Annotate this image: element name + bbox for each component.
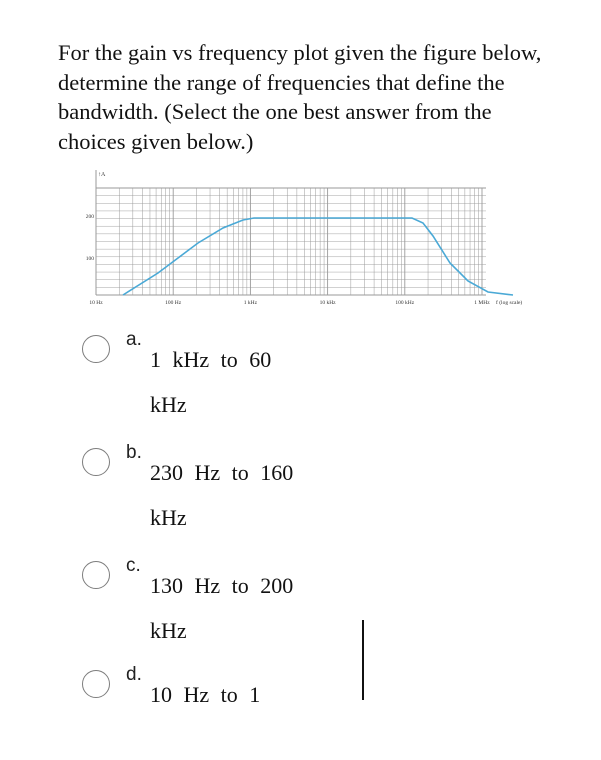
option-d-text [150, 672, 410, 717]
option-a-radio[interactable] [82, 335, 110, 363]
y-tick-label: 100 [85, 256, 94, 262]
option-b-text [150, 450, 410, 540]
option-d-line1: 10 Hz to 1 [150, 682, 261, 707]
gain-curve [123, 218, 513, 295]
option-a-line2: kHz [150, 392, 187, 417]
option-d[interactable] [82, 664, 482, 760]
x-axis-note: f (log scale) [496, 300, 523, 306]
option-a-line1: 1 kHz to 60 [150, 347, 272, 372]
text-cursor [362, 620, 364, 700]
x-tick-label: 10 Hz [89, 300, 103, 306]
option-a-letter: a. [126, 329, 142, 350]
option-c-radio[interactable] [82, 561, 110, 589]
x-tick-label: 100 Hz [165, 300, 182, 306]
option-a-text [150, 337, 410, 427]
option-b-line2: kHz [150, 505, 187, 530]
option-b-line1: 230 Hz to 160 [150, 460, 294, 485]
option-b[interactable] [82, 442, 482, 538]
option-d-letter: d. [126, 664, 142, 685]
x-tick-label: 1 kHz [243, 300, 258, 306]
x-tick-label: 100 kHz [395, 300, 415, 306]
x-tick-label: 10 kHz [319, 300, 336, 306]
gain-frequency-graph [78, 168, 548, 313]
option-b-letter: b. [126, 442, 142, 463]
option-c[interactable] [82, 555, 482, 651]
graph-grid [96, 170, 486, 295]
y-tick-label: 200 [85, 214, 94, 220]
option-a[interactable] [82, 329, 482, 425]
option-c-letter: c. [126, 555, 141, 576]
option-c-text [150, 563, 410, 653]
y-axis-label: ↑A [98, 172, 106, 178]
option-d-radio[interactable] [82, 670, 110, 698]
option-b-radio[interactable] [82, 448, 110, 476]
x-tick-label: 1 MHz [474, 300, 490, 306]
option-c-line1: 130 Hz to 200 [150, 573, 294, 598]
question-text: For the gain vs frequency plot given the figure below, determine the range of frequencies that define the bandwidth. (Select the one best answer from the choices given below.) [58, 40, 542, 154]
option-c-line2: kHz [150, 618, 187, 643]
